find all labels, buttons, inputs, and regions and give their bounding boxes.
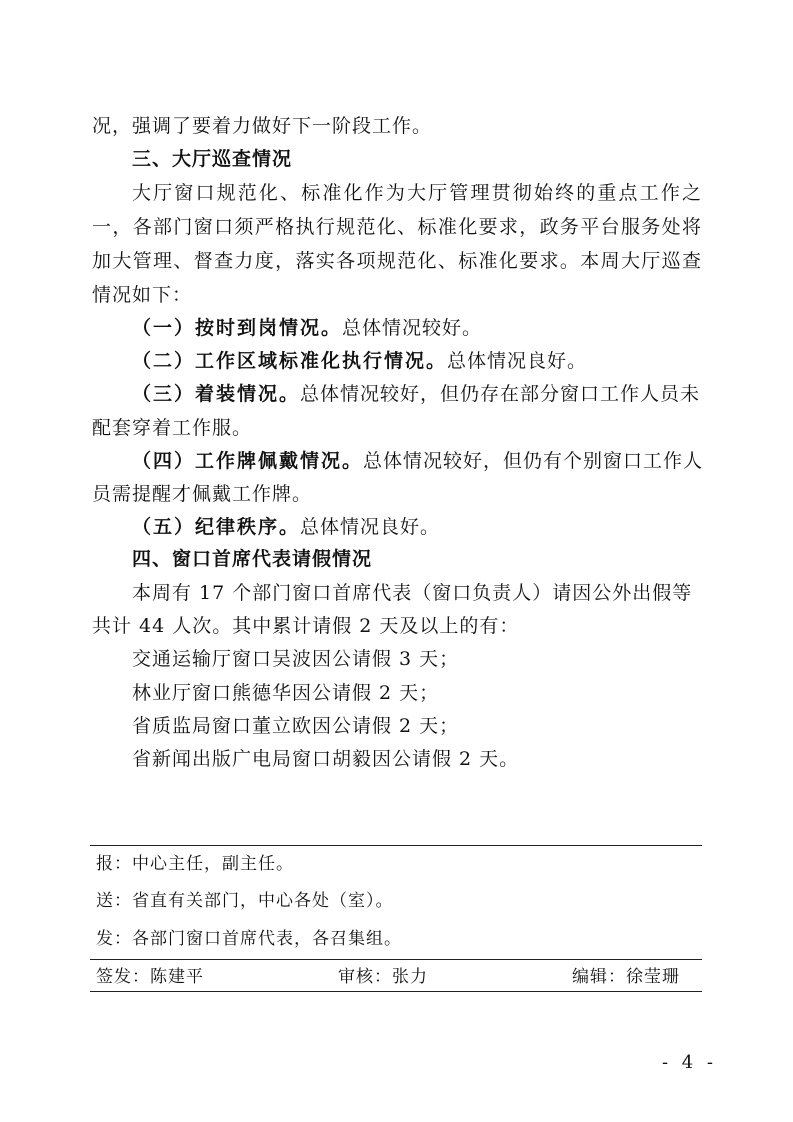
item-1-label: （一）按时到岗情况。: [132, 317, 343, 339]
distribution-report: 报：中心主任，副主任。: [96, 854, 294, 874]
item-3-text-line-2: 配套穿着工作服。: [92, 417, 253, 439]
item-4-label: （四）工作牌佩戴情况。: [132, 450, 364, 472]
continuation-line: 况，强调了要着力做好下一阶段工作。: [92, 115, 433, 137]
footer-signer: 签发：陈建平: [96, 967, 204, 987]
section-3-paragraph-line-2: 一，各部门窗口须严格执行规范化、标准化要求，政务平台服务处将: [92, 216, 702, 238]
section-3-paragraph-line-4: 情况如下：: [92, 284, 193, 306]
distribution-top-rule: [90, 845, 702, 846]
leave-record-3: 省质监局窗口董立欧因公请假 2 天；: [132, 715, 460, 737]
section-4-paragraph-line-2: 共计 44 人次。其中累计请假 2 天及以上的有：: [92, 615, 520, 637]
distribution-bottom-rule: [90, 959, 702, 960]
item-2-label: （二）工作区域标准化执行情况。: [132, 350, 448, 372]
section-4-title: 四、窗口首席代表请假情况: [132, 548, 373, 570]
item-4-text-line-1: 总体情况较好，但仍有个别窗口工作人: [363, 450, 704, 472]
section-3-paragraph-line-1: 大厅窗口规范化、标准化作为大厅管理贯彻始终的重点工作之: [132, 182, 702, 204]
inspection-item-4: [132, 449, 742, 473]
leave-record-2: 林业厅窗口熊德华因公请假 2 天；: [132, 682, 440, 704]
page-number: - 4 -: [661, 1052, 717, 1073]
item-2-text: 总体情况良好。: [447, 350, 588, 372]
item-3-text-line-1: 总体情况较好，但仍存在部分窗口工作人员未: [300, 383, 701, 405]
distribution-send: 送：省直有关部门，中心各处（室）。: [96, 891, 394, 911]
footer-editor: 编辑：徐莹珊: [572, 967, 680, 987]
footer-bottom-rule: [90, 991, 702, 992]
section-3-paragraph-line-3: 加大管理、督查力度，落实各项规范化、标准化要求。本周大厅巡查: [92, 250, 702, 272]
inspection-item-5: [132, 515, 742, 539]
section-3-title: 三、大厅巡查情况: [132, 148, 293, 170]
inspection-item-2: [132, 349, 742, 373]
item-5-label: （五）纪律秩序。: [132, 516, 301, 538]
section-4-paragraph-line-1: 本周有 17 个部门窗口首席代表（窗口负责人）请因公外出假等: [132, 582, 693, 604]
inspection-item-3: [132, 382, 742, 406]
inspection-item-1: [132, 316, 742, 340]
item-3-label: （三）着装情况。: [132, 383, 301, 405]
distribution-issue: 发：各部门窗口首席代表，各召集组。: [96, 929, 402, 949]
item-4-text-line-2: 员需提醒才佩戴工作牌。: [92, 483, 313, 505]
item-1-text: 总体情况较好。: [342, 317, 483, 339]
footer-reviewer: 审核：张力: [338, 967, 428, 987]
leave-record-4: 省新闻出版广电局窗口胡毅因公请假 2 天。: [132, 748, 520, 770]
item-5-text: 总体情况良好。: [300, 516, 441, 538]
leave-record-1: 交通运输厅窗口吴波因公请假 3 天；: [132, 648, 460, 670]
